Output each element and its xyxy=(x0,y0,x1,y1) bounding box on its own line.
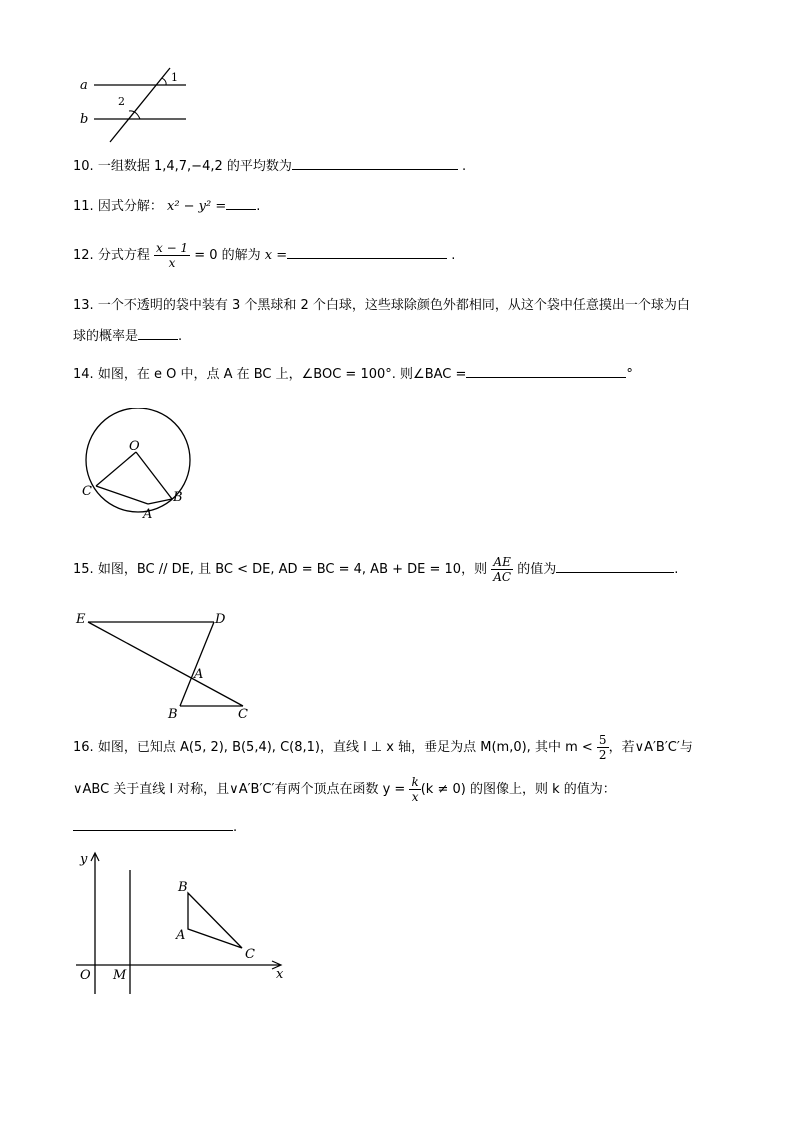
answer-blank-10[interactable] xyxy=(292,157,458,170)
coordinate-figure xyxy=(70,848,292,998)
question-10: 10. 一组数据 1,4,7,−4,2 的平均数为 . xyxy=(73,159,467,174)
label-c: C xyxy=(238,707,248,722)
segment-ob xyxy=(136,452,172,499)
label-a: a xyxy=(80,78,88,93)
label-c: C xyxy=(245,947,255,962)
segment-db xyxy=(180,622,214,706)
label-d: D xyxy=(215,612,226,627)
triangle-abc xyxy=(188,893,242,948)
label-c: C xyxy=(82,484,92,499)
label-b: B xyxy=(168,707,178,722)
fraction-5-over-2: $\frac{5}{2}$ xyxy=(598,733,607,762)
segment-ec xyxy=(88,622,243,706)
label-b: B xyxy=(173,490,183,505)
label-a: A xyxy=(194,667,204,682)
answer-blank-14[interactable] xyxy=(466,365,626,378)
question-13: 13. 一个不透明的袋中装有 3 个黑球和 2 个白球，这些球除颜色外都相同，从这个袋中任意摸出一个球为白 xyxy=(73,298,690,313)
answer-blank-11[interactable] xyxy=(226,197,256,210)
label-x: x xyxy=(276,967,284,982)
label-o: O xyxy=(129,439,140,454)
segment-oc xyxy=(96,452,136,486)
question-16-line3: . xyxy=(73,818,237,837)
label-b: b xyxy=(80,112,89,127)
question-13-line2: 球的概率是 . xyxy=(73,329,183,344)
fraction-k-over-x: $\frac{k}{x}$ xyxy=(411,775,419,804)
angle-2-arc xyxy=(129,111,140,119)
angle-2-label: 2 xyxy=(118,95,125,108)
label-b: B xyxy=(178,880,188,895)
question-14: 14. 如图，在 e O 中，点 A 在 BC 上，∠BOC = 100°. 则∠BAC = ° xyxy=(73,367,633,382)
answer-blank-16[interactable] xyxy=(73,818,233,831)
question-16: 16. 如图，已知点 A(5, 2), B(5,4), C(8,1)，直线 l ⊥ x 轴，垂足为点 M(m,0), 其中 m < $\frac{5}{2}$ ，若∨A′B′C′与 xyxy=(73,733,693,762)
angle-1-label: 1 xyxy=(171,71,178,84)
question-16-line2: ∨ABC 关于直线 l 对称，且∨A′B′C′有两个顶点在函数 y = $\frac{k}{x}$ (k ≠ 0) 的图像上，则 k 的值为： xyxy=(73,775,616,804)
fraction-x-minus-1-over-x: $\frac{x - 1}{x}$ xyxy=(155,241,189,270)
angle-1-arc xyxy=(162,78,166,85)
label-m: M xyxy=(113,968,127,983)
label-o: O xyxy=(80,968,91,983)
triangles-figure xyxy=(72,608,260,722)
label-y: y xyxy=(80,852,88,867)
parallel-lines-figure xyxy=(74,64,199,146)
label-a: A xyxy=(176,928,186,943)
fraction-ae-over-ac: $\frac{AE}{AC}$ xyxy=(493,555,512,584)
circle-figure xyxy=(78,408,198,522)
answer-blank-12[interactable] xyxy=(287,246,447,259)
label-e: E xyxy=(76,612,86,627)
answer-blank-15[interactable] xyxy=(556,560,674,573)
label-a: A xyxy=(143,507,153,522)
answer-blank-13[interactable] xyxy=(138,327,178,340)
question-11: 11. 因式分解： x² − y² = . xyxy=(73,199,261,214)
question-12: 12. 分式方程 $\frac{x - 1}{x}$ = 0 的解为 x = . xyxy=(73,241,456,270)
segment-ca xyxy=(96,486,148,504)
question-15: 15. 如图，BC // DE, 且 BC < DE, AD = BC = 4, AB + DE = 10，则 $\frac{AE}{AC}$ 的值为 . xyxy=(73,555,679,584)
